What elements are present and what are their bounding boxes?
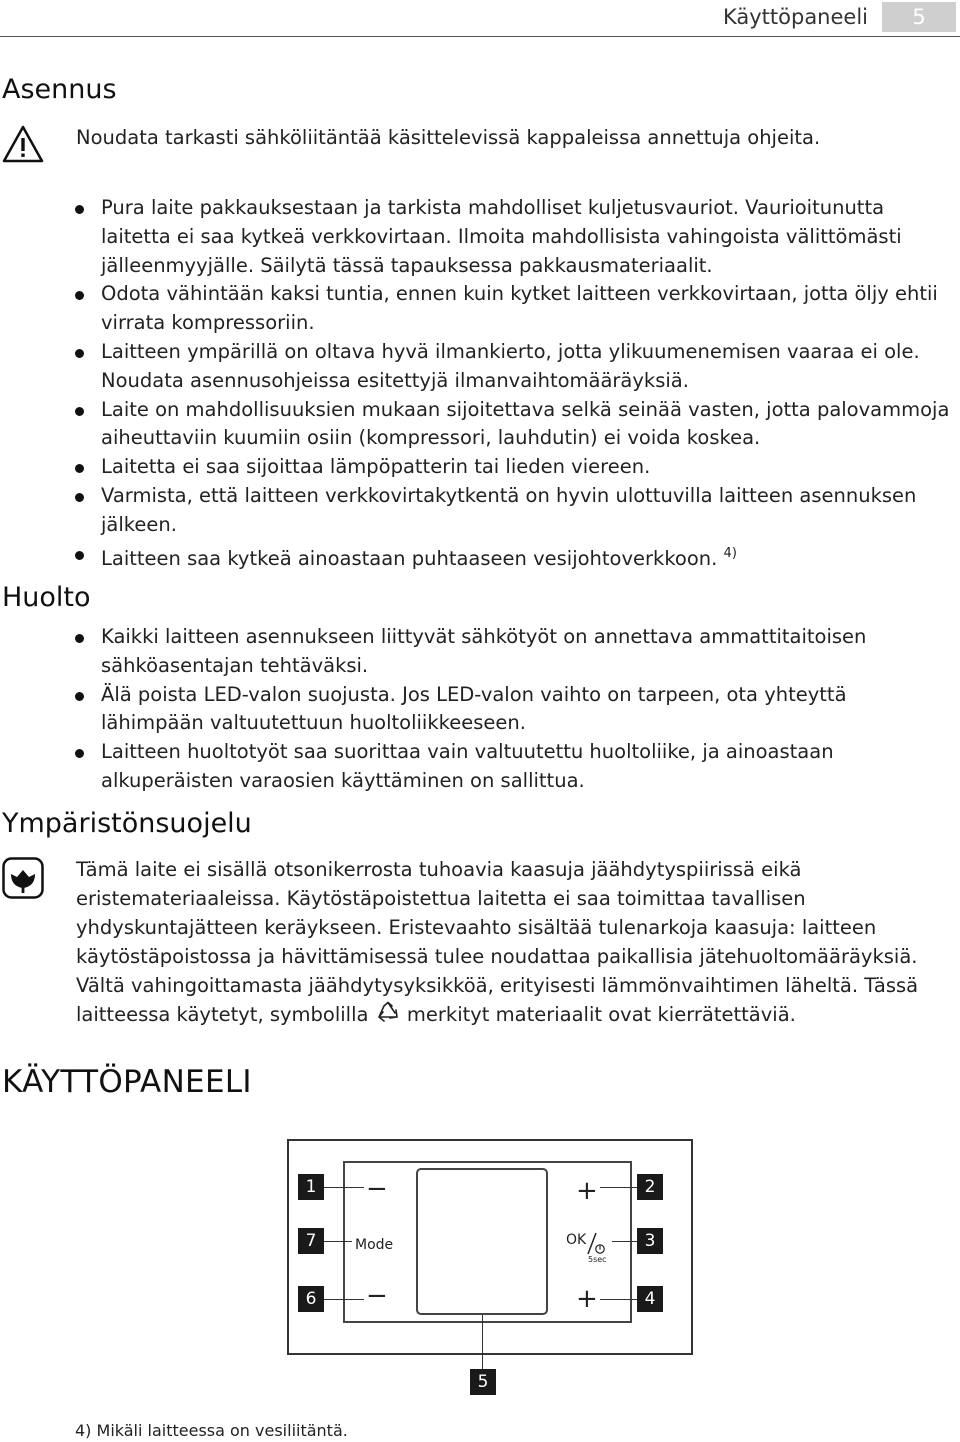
power-icon: [586, 1230, 610, 1256]
huolto-list: [75, 623, 955, 796]
section-heading-ymparisto: Ympäristönsuojelu: [2, 808, 252, 839]
header-rule: [0, 36, 960, 37]
list-item: Laitteen huoltotyöt saa suorittaa vain valtuutettu huoltoliike, ja ainoastaan alkuperäisten varaosien käyttäminen on sallittua.: [75, 738, 955, 796]
list-item-text: Laitteen saa kytkeä ainoastaan puhtaaseen vesijohtoverkkoon.: [101, 547, 718, 570]
list-item: Laitteen ympärillä on oltava hyvä ilmankierto, jotta ylikuumenemisen vaaraa ei ole. Noudata asennusohjeissa esitettyjä ilmanvaihtomääräyksiä.: [75, 338, 955, 396]
callout-5: 5: [470, 1369, 496, 1395]
list-item: Laite on mahdollisuuksien mukaan sijoitettava selkä seinää vasten, jotta palovammoja aiheuttaviin kuumiin osiin (kompressori, lauhdutin) ei voida koskea.: [75, 396, 955, 454]
list-item: Älä poista LED-valon suojusta. Jos LED-valon vaihto on tarpeen, ota yhteyttä lähimpään valtuutettuun huoltoliikkeeseen.: [75, 681, 955, 739]
minus-button-top: −: [366, 1174, 388, 1204]
plus-button-top: +: [576, 1176, 598, 1206]
footnote-reference: 4): [723, 546, 737, 561]
ok-hold-time: 5sec: [588, 1255, 607, 1264]
callout-line: [600, 1187, 637, 1188]
callout-line: [324, 1299, 364, 1300]
list-item: Odota vähintään kaksi tuntia, ennen kuin kytket laitteen verkkovirtaan, jotta öljy ehtii virrata kompressoriin.: [75, 280, 955, 338]
callout-line: [612, 1241, 637, 1242]
callout-4: 4: [637, 1286, 663, 1312]
callout-2: 2: [637, 1174, 663, 1200]
section-heading-kayttopaneeli: KÄYTTÖPANEELI: [2, 1064, 252, 1100]
asennus-list: [75, 194, 955, 540]
warning-triangle-icon: [2, 124, 44, 164]
environment-text: [76, 855, 946, 1029]
asennus-list-last: [75, 540, 955, 574]
callout-1: 1: [298, 1174, 324, 1200]
callout-6: 6: [298, 1286, 324, 1312]
list-item: [75, 540, 955, 574]
section-heading-huolto: Huolto: [2, 582, 91, 613]
list-item: Pura laite pakkauksestaan ja tarkista mahdolliset kuljetusvauriot. Vaurioitunutta laitetta ei saa kytkeä verkkovirtaan. Ilmoita mahdollisista vahingoista välittömästi jälleenmyyjälle. Säilytä tässä tapauksessa pakkausmateriaalit.: [75, 194, 955, 280]
section-heading-asennus: Asennus: [2, 74, 117, 105]
environment-icon: [2, 857, 44, 899]
page-number: 5: [882, 2, 956, 32]
environment-text-part1: Tämä laite ei sisällä otsonikerrosta tuhoavia kaasuja jäähdytyspiirissä eikä eristemateriaaleissa. Käytöstäpoistettua laitetta ei saa toimittaa tavallisen yhdyskuntajätteen keräykseen. Eristevaahto sisältää tulenarkoja kaasuja: laitteen käytöstäpoistossa ja hävittämisessä tulee noudattaa paikallisia jätehuoltomääräyksiä. Vältä vahingoittamasta jäähdytysyksikköä, erityisesti lämmönvaihtimen läheltä. Tässä laitteessa käytetyt, symbolilla: [76, 858, 919, 1026]
environment-text-part2: merkityt materiaalit ovat kierrätettäviä.: [406, 1003, 796, 1026]
callout-line: [324, 1241, 352, 1242]
list-item: Laitetta ei saa sijoittaa lämpöpatterin tai lieden viereen.: [75, 453, 955, 482]
callout-line: [324, 1187, 364, 1188]
minus-button-bottom: −: [366, 1281, 388, 1311]
running-header-title: Käyttöpaneeli: [722, 5, 868, 29]
control-panel-display: [416, 1168, 548, 1315]
callout-line: [600, 1299, 637, 1300]
ok-label: OK: [566, 1232, 587, 1248]
callout-7: 7: [298, 1228, 324, 1254]
ok-button: [566, 1230, 614, 1264]
callout-3: 3: [637, 1228, 663, 1254]
footnote: 4) Mikäli laitteessa on vesiliitäntä.: [75, 1421, 348, 1440]
list-item: Varmista, että laitteen verkkovirtakytkentä on hyvin ulottuvilla laitteen asennuksen jälkeen.: [75, 482, 955, 540]
recycle-icon: [375, 1001, 401, 1025]
callout-line: [482, 1315, 483, 1369]
plus-button-bottom: +: [576, 1284, 598, 1314]
warning-text: Noudata tarkasti sähköliitäntää käsittelevissä kappaleissa annettuja ohjeita.: [76, 126, 821, 149]
list-item: Kaikki laitteen asennukseen liittyvät sähkötyöt on annettava ammattitaitoisen sähköasentajan tehtäväksi.: [75, 623, 955, 681]
mode-button: Mode: [355, 1237, 394, 1253]
